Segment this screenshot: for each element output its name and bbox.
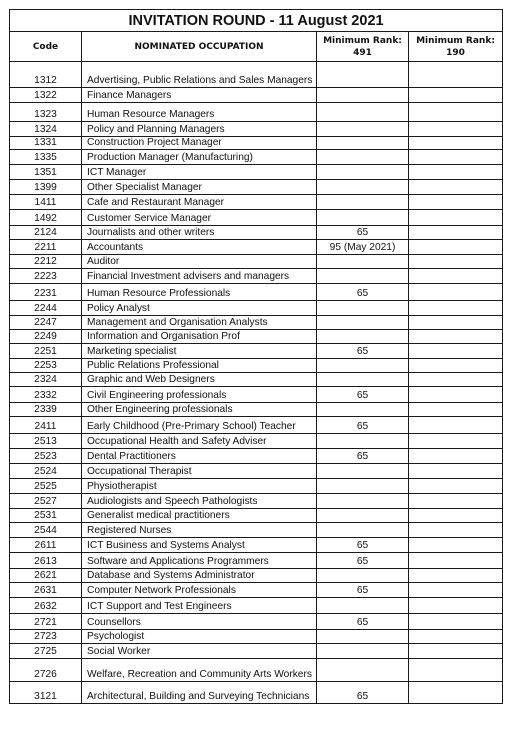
row-code: 2611	[10, 538, 82, 553]
row-rank-491	[317, 255, 409, 269]
row-rank-491	[317, 464, 409, 479]
row-code: 2524	[10, 464, 82, 479]
row-occupation: Registered Nurses	[82, 523, 317, 538]
row-rank-491	[317, 373, 409, 387]
row-occupation: Welfare, Recreation and Community Arts Workers	[82, 659, 317, 682]
table-row	[10, 630, 503, 644]
row-rank-190	[409, 569, 503, 583]
row-rank-491: 65	[317, 553, 409, 569]
row-rank-491	[317, 644, 409, 659]
row-occupation: Management and Organisation Analysts	[82, 316, 317, 330]
row-rank-190	[409, 180, 503, 195]
row-code: 1492	[10, 210, 82, 226]
table-row	[10, 255, 503, 269]
row-occupation: Architectural, Building and Surveying Technicians	[82, 682, 317, 704]
row-rank-190	[409, 659, 503, 682]
row-code: 2631	[10, 583, 82, 598]
row-rank-190	[409, 553, 503, 569]
row-code: 1411	[10, 195, 82, 210]
row-occupation: Construction Project Manager	[82, 137, 317, 150]
row-occupation: Finance Managers	[82, 88, 317, 103]
header-rank-190	[409, 32, 503, 62]
row-occupation: Policy and Planning Managers	[82, 122, 317, 137]
row-rank-190	[409, 195, 503, 210]
row-occupation: Marketing specialist	[82, 344, 317, 359]
row-rank-190	[409, 682, 503, 704]
row-code: 2324	[10, 373, 82, 387]
row-occupation: Database and Systems Administrator	[82, 569, 317, 583]
row-code: 2231	[10, 284, 82, 301]
row-occupation: Information and Organisation Prof	[82, 330, 317, 344]
row-code: 1399	[10, 180, 82, 195]
row-rank-491	[317, 62, 409, 88]
row-code: 2223	[10, 269, 82, 284]
row-rank-190	[409, 494, 503, 509]
row-rank-190	[409, 538, 503, 553]
row-rank-491	[317, 479, 409, 494]
row-rank-190	[409, 330, 503, 344]
row-rank-491: 65	[317, 583, 409, 598]
row-code: 1351	[10, 165, 82, 180]
row-rank-491	[317, 137, 409, 150]
table-row	[10, 122, 503, 137]
table-row	[10, 387, 503, 403]
row-code: 1322	[10, 88, 82, 103]
row-rank-190	[409, 240, 503, 255]
row-occupation: Physiotherapist	[82, 479, 317, 494]
row-rank-491	[317, 122, 409, 137]
row-code: 2531	[10, 509, 82, 523]
row-occupation: Occupational Health and Safety Adviser	[82, 434, 317, 449]
row-rank-190	[409, 417, 503, 434]
row-code: 2244	[10, 301, 82, 316]
table-row	[10, 240, 503, 255]
row-occupation: Early Childhood (Pre-Primary School) Teacher	[82, 417, 317, 434]
table-row	[10, 88, 503, 103]
table-row	[10, 103, 503, 122]
row-rank-491: 65	[317, 538, 409, 553]
row-rank-491	[317, 659, 409, 682]
row-rank-491	[317, 210, 409, 226]
table-row	[10, 494, 503, 509]
table-row	[10, 165, 503, 180]
table-row	[10, 210, 503, 226]
row-code: 1323	[10, 103, 82, 122]
row-rank-190	[409, 103, 503, 122]
occupation-rows	[10, 62, 503, 704]
row-occupation: Cafe and Restaurant Manager	[82, 195, 317, 210]
row-rank-491	[317, 150, 409, 165]
row-code: 2124	[10, 226, 82, 240]
table-row	[10, 373, 503, 387]
row-rank-190	[409, 226, 503, 240]
row-rank-190	[409, 62, 503, 88]
row-rank-190	[409, 88, 503, 103]
table-row	[10, 330, 503, 344]
row-rank-190	[409, 137, 503, 150]
table-row	[10, 180, 503, 195]
row-code: 2527	[10, 494, 82, 509]
row-occupation: Accountants	[82, 240, 317, 255]
row-occupation: Social Worker	[82, 644, 317, 659]
row-rank-491	[317, 103, 409, 122]
row-code: 2525	[10, 479, 82, 494]
row-rank-190	[409, 359, 503, 373]
row-rank-491	[317, 569, 409, 583]
occupation-table	[9, 9, 503, 704]
row-rank-190	[409, 373, 503, 387]
table-row	[10, 301, 503, 316]
row-rank-491	[317, 403, 409, 417]
row-rank-190	[409, 434, 503, 449]
row-occupation: Audiologists and Speech Pathologists	[82, 494, 317, 509]
row-occupation: Policy Analyst	[82, 301, 317, 316]
row-rank-190	[409, 269, 503, 284]
table-row	[10, 523, 503, 538]
row-code: 2725	[10, 644, 82, 659]
row-rank-190	[409, 479, 503, 494]
row-occupation: Journalists and other writers	[82, 226, 317, 240]
table-row	[10, 464, 503, 479]
row-occupation: Computer Network Professionals	[82, 583, 317, 598]
table-row	[10, 479, 503, 494]
row-occupation: Software and Applications Programmers	[82, 553, 317, 569]
row-rank-491	[317, 434, 409, 449]
row-code: 2723	[10, 630, 82, 644]
row-occupation: Financial Investment advisers and managers	[82, 269, 317, 284]
row-rank-190	[409, 614, 503, 630]
row-occupation: Public Relations Professional	[82, 359, 317, 373]
row-rank-491	[317, 598, 409, 614]
row-code: 2212	[10, 255, 82, 269]
row-rank-190	[409, 464, 503, 479]
row-rank-190	[409, 387, 503, 403]
row-rank-491: 65	[317, 417, 409, 434]
table-row	[10, 644, 503, 659]
row-rank-190	[409, 316, 503, 330]
row-code: 2251	[10, 344, 82, 359]
row-occupation: Dental Practitioners	[82, 449, 317, 464]
row-code: 1335	[10, 150, 82, 165]
row-rank-491	[317, 494, 409, 509]
row-code: 2726	[10, 659, 82, 682]
row-rank-491	[317, 330, 409, 344]
row-rank-190	[409, 344, 503, 359]
row-code: 2249	[10, 330, 82, 344]
table-row	[10, 682, 503, 704]
table-row	[10, 62, 503, 88]
row-rank-190	[409, 122, 503, 137]
table-row	[10, 226, 503, 240]
row-code: 2544	[10, 523, 82, 538]
row-occupation: ICT Manager	[82, 165, 317, 180]
header-occupation: NOMINATED OCCUPATION	[82, 32, 317, 62]
row-code: 2253	[10, 359, 82, 373]
table-row	[10, 316, 503, 330]
row-code: 2513	[10, 434, 82, 449]
table-row	[10, 583, 503, 598]
table-row	[10, 449, 503, 464]
row-occupation: Generalist medical practitioners	[82, 509, 317, 523]
row-rank-190	[409, 284, 503, 301]
table-title: INVITATION ROUND - 11 August 2021	[10, 10, 503, 32]
row-rank-190	[409, 583, 503, 598]
row-rank-190	[409, 150, 503, 165]
table-row	[10, 344, 503, 359]
invitation-round-sheet	[9, 9, 502, 704]
row-code: 2721	[10, 614, 82, 630]
row-code: 2523	[10, 449, 82, 464]
row-rank-190	[409, 644, 503, 659]
row-rank-491	[317, 301, 409, 316]
row-rank-491	[317, 509, 409, 523]
table-row	[10, 417, 503, 434]
row-code: 2247	[10, 316, 82, 330]
row-rank-491: 65	[317, 449, 409, 464]
row-rank-190	[409, 449, 503, 464]
row-rank-190	[409, 165, 503, 180]
row-rank-491: 65	[317, 226, 409, 240]
row-occupation: Psychologist	[82, 630, 317, 644]
row-occupation: Human Resource Professionals	[82, 284, 317, 301]
row-rank-491: 65	[317, 614, 409, 630]
row-rank-491	[317, 359, 409, 373]
row-rank-491: 95 (May 2021)	[317, 240, 409, 255]
row-code: 2332	[10, 387, 82, 403]
table-row	[10, 269, 503, 284]
header-rank-491	[317, 32, 409, 62]
row-rank-491	[317, 316, 409, 330]
row-rank-491: 65	[317, 344, 409, 359]
row-rank-491	[317, 180, 409, 195]
table-row	[10, 538, 503, 553]
row-code: 3121	[10, 682, 82, 704]
table-row	[10, 150, 503, 165]
row-rank-491	[317, 88, 409, 103]
table-row	[10, 137, 503, 150]
row-rank-190	[409, 509, 503, 523]
row-code: 2411	[10, 417, 82, 434]
row-occupation: Advertising, Public Relations and Sales Managers	[82, 62, 317, 88]
row-code: 1331	[10, 137, 82, 150]
row-occupation: Counsellors	[82, 614, 317, 630]
row-rank-491: 65	[317, 284, 409, 301]
row-occupation: Civil Engineering professionals	[82, 387, 317, 403]
row-occupation: Other Engineering professionals	[82, 403, 317, 417]
row-occupation: ICT Business and Systems Analyst	[82, 538, 317, 553]
row-rank-491	[317, 165, 409, 180]
table-row	[10, 284, 503, 301]
row-code: 2211	[10, 240, 82, 255]
row-rank-491	[317, 195, 409, 210]
row-code: 1312	[10, 62, 82, 88]
table-row	[10, 403, 503, 417]
row-rank-190	[409, 598, 503, 614]
row-rank-491	[317, 269, 409, 284]
table-row	[10, 509, 503, 523]
row-occupation: Occupational Therapist	[82, 464, 317, 479]
table-row	[10, 553, 503, 569]
row-rank-190	[409, 210, 503, 226]
row-rank-491: 65	[317, 387, 409, 403]
row-occupation: Human Resource Managers	[82, 103, 317, 122]
table-row	[10, 359, 503, 373]
row-rank-190	[409, 255, 503, 269]
row-occupation: Graphic and Web Designers	[82, 373, 317, 387]
header-code: Code	[10, 32, 82, 62]
row-rank-190	[409, 523, 503, 538]
header-rank-491-label: Minimum Rank: 491	[323, 35, 402, 58]
table-row	[10, 569, 503, 583]
row-code: 2621	[10, 569, 82, 583]
header-rank-190-label: Minimum Rank: 190	[416, 35, 495, 58]
row-occupation: Customer Service Manager	[82, 210, 317, 226]
row-rank-491: 65	[317, 682, 409, 704]
row-rank-491	[317, 523, 409, 538]
row-code: 2632	[10, 598, 82, 614]
row-code: 2613	[10, 553, 82, 569]
row-rank-491	[317, 630, 409, 644]
table-row	[10, 659, 503, 682]
table-row	[10, 195, 503, 210]
table-row	[10, 434, 503, 449]
row-rank-190	[409, 403, 503, 417]
row-occupation: Production Manager (Manufacturing)	[82, 150, 317, 165]
row-occupation: ICT Support and Test Engineers	[82, 598, 317, 614]
table-row	[10, 614, 503, 630]
row-occupation: Other Specialist Manager	[82, 180, 317, 195]
row-rank-190	[409, 630, 503, 644]
table-row	[10, 598, 503, 614]
row-rank-190	[409, 301, 503, 316]
row-occupation: Auditor	[82, 255, 317, 269]
row-code: 1324	[10, 122, 82, 137]
row-code: 2339	[10, 403, 82, 417]
